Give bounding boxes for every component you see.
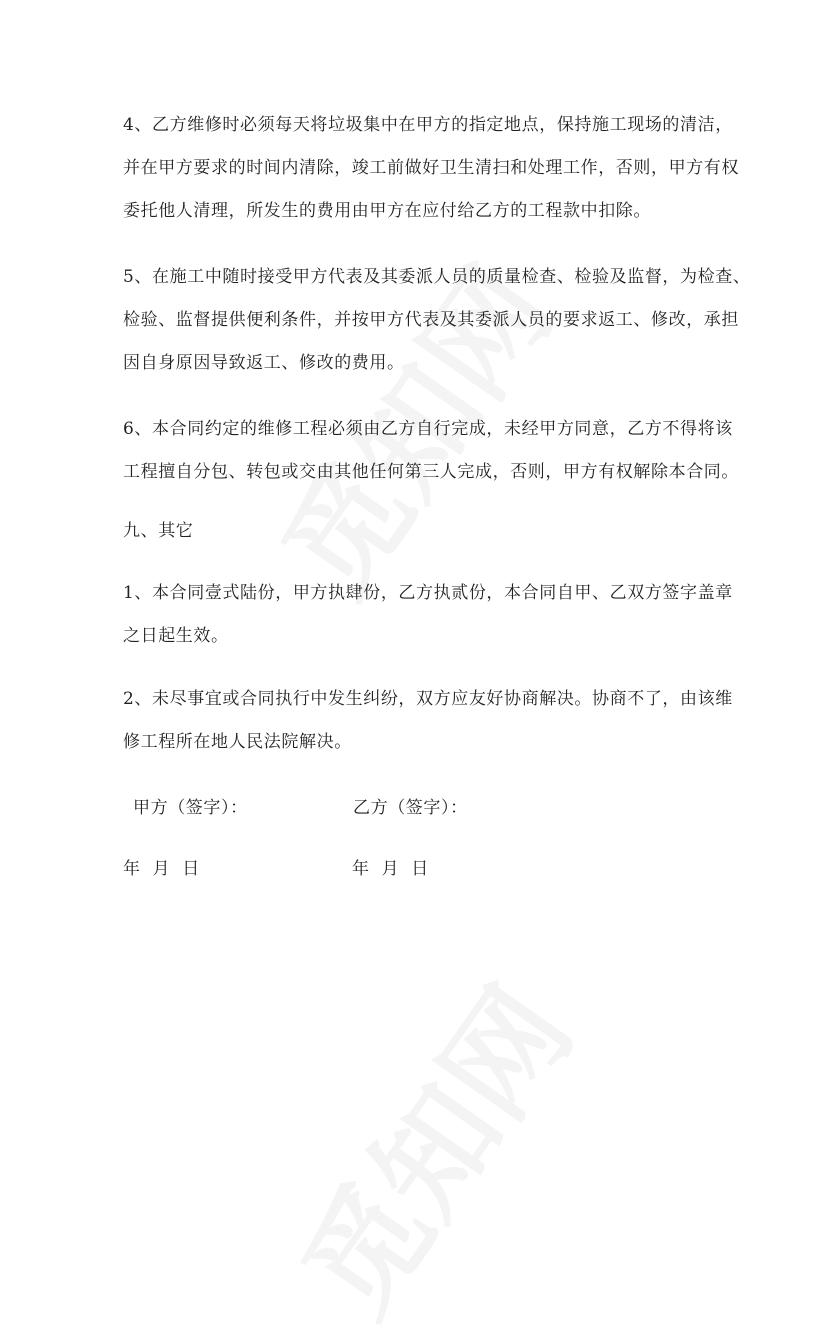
text-line: 修工程所在地人民法院解决。 [123,732,352,752]
text-line: 委托他人清理，所发生的费用由甲方在应付给乙方的工程款中扣除。 [123,201,651,221]
section-heading: 九、其它 [123,521,194,541]
text-line: 检验、监督提供便利条件，并按甲方代表及其委派人员的要求返工、修改，承担 [123,310,739,330]
party-a-date: 年 月 日 [123,859,200,879]
text-line: 2、未尽事宜或合同执行中发生纠纷，双方应友好协商解决。协商不了，由该维 [123,689,733,709]
text-line: 之日起生效。 [123,626,229,646]
text-line: 因自身原因导致返工、修改的费用。 [123,353,405,373]
text-line: 工程擅自分包、转包或交由其他任何第三人完成，否则，甲方有权解除本合同。 [123,462,739,482]
watermark [256,949,603,1343]
text-line: 并在甲方要求的时间内清除，竣工前做好卫生清扫和处理工作，否则，甲方有权 [123,158,739,178]
party-a-signature-label: 甲方（签字）： [133,798,248,818]
party-b-date: 年 月 日 [352,859,429,879]
text-line: 6、本合同约定的维修工程必须由乙方自行完成，未经甲方同意，乙方不得将该 [123,419,733,439]
text-line: 1、本合同壹式陆份，甲方执肆份，乙方执贰份，本合同自甲、乙双方签字盖章 [123,583,733,603]
party-b-signature-label: 乙方（签字）： [353,798,468,818]
text-line: 5、在施工中随时接受甲方代表及其委派人员的质量检查、检验及监督，为检查、 [123,267,751,287]
text-line: 4、乙方维修时必须每天将垃圾集中在甲方的指定地点，保持施工现场的清洁， [123,115,733,135]
